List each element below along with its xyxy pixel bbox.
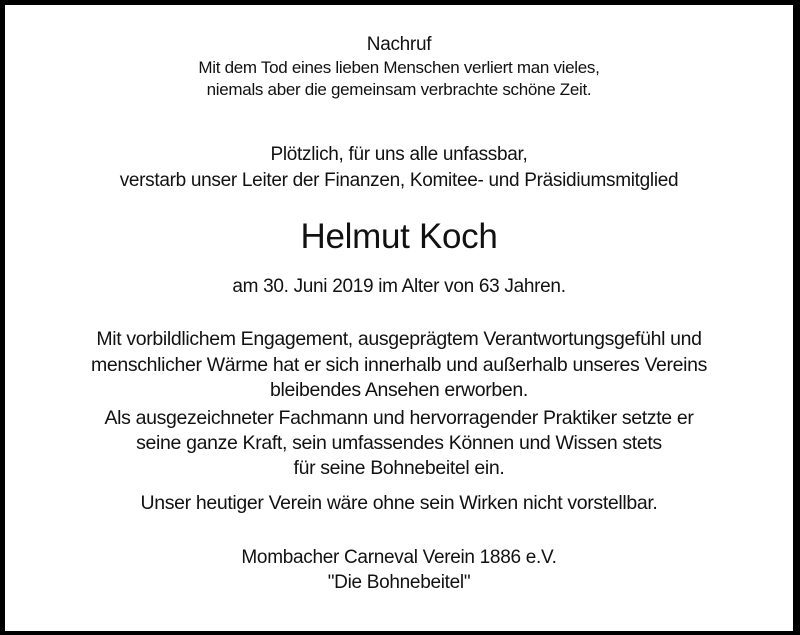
notice-title: Nachruf bbox=[366, 34, 432, 55]
motto-line: niemals aber die gemeinsam verbrachte schöne Zeit. bbox=[206, 80, 592, 99]
motto-line: Mit dem Tod eines lieben Menschen verliert man vieles, bbox=[198, 58, 600, 77]
paragraph-line: seine ganze Kraft, sein umfassendes Können und Wissen stets bbox=[136, 432, 662, 454]
obituary-notice bbox=[5, 5, 793, 631]
paragraph-line: Mit vorbildlichem Engagement, ausgeprägtem Verantwortungsgefühl und bbox=[96, 328, 702, 350]
intro-line: Plötzlich, für uns alle unfassbar, bbox=[270, 144, 528, 165]
deceased-name: Helmut Koch bbox=[300, 217, 498, 256]
signature-line: "Die Bohnebeitel" bbox=[327, 572, 471, 593]
signature-line: Mombacher Carneval Verein 1886 e.V. bbox=[241, 547, 557, 568]
date-line: am 30. Juni 2019 im Alter von 63 Jahren. bbox=[232, 276, 566, 297]
paragraph-line: Als ausgezeichneter Fachmann und hervorragender Praktiker setzte er bbox=[104, 407, 694, 429]
paragraph-line: menschlicher Wärme hat er sich innerhalb und außerhalb unseres Vereins bbox=[90, 354, 708, 376]
intro-line: verstarb unser Leiter der Finanzen, Komitee- und Präsidiumsmitglied bbox=[119, 170, 679, 191]
paragraph-line: bleibendes Ansehen erworben. bbox=[270, 379, 528, 401]
paragraph-line: Unser heutiger Verein wäre ohne sein Wirken nicht vorstellbar. bbox=[140, 492, 658, 514]
paragraph-line: für seine Bohnebeitel ein. bbox=[293, 457, 505, 479]
